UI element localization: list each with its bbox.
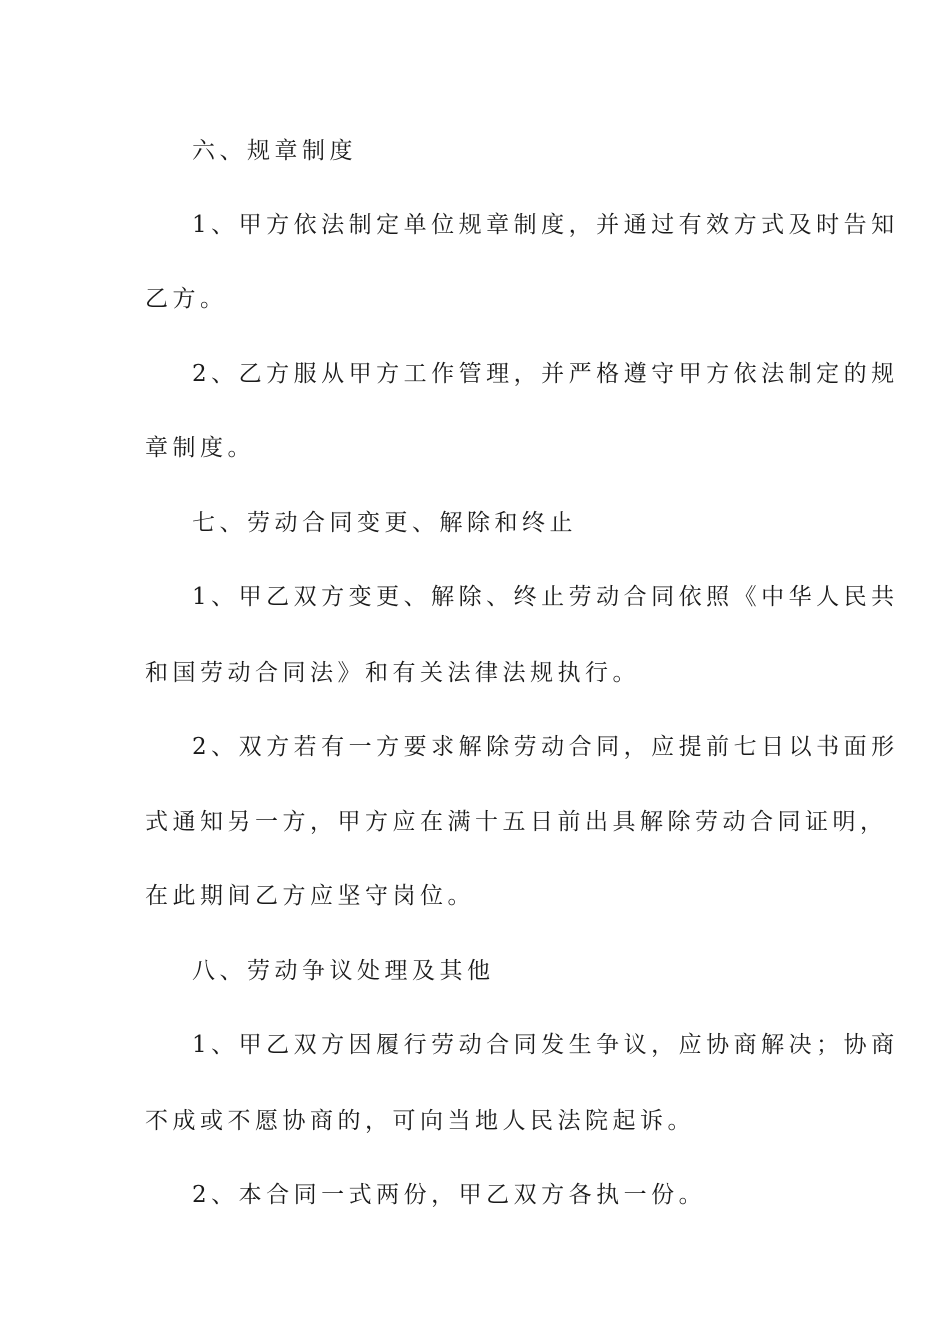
paragraph-line: 在此期间乙方应坚守岗位。 (145, 883, 475, 909)
paragraph-line: 不成或不愿协商的，可向当地人民法院起诉。 (145, 1108, 695, 1134)
section-heading-contract-change: 七、劳动合同变更、解除和终止 (192, 510, 577, 536)
paragraph-line: 1、甲乙双方因履行劳动合同发生争议，应协商解决；协商 (192, 1032, 899, 1058)
paragraph-line: 章制度。 (145, 435, 255, 461)
paragraph-line: 1、甲乙双方变更、解除、终止劳动合同依照《中华人民共 (192, 584, 899, 610)
paragraph-line: 式通知另一方，甲方应在满十五日前出具解除劳动合同证明， (145, 809, 888, 835)
section-heading-rules: 六、规章制度 (192, 138, 357, 164)
paragraph-line: 2、本合同一式两份，甲乙双方各执一份。 (192, 1182, 707, 1208)
section-heading-disputes: 八、劳动争议处理及其他 (192, 958, 495, 984)
paragraph-line: 1、甲方依法制定单位规章制度，并通过有效方式及时告知 (192, 212, 899, 238)
paragraph-line: 2、乙方服从甲方工作管理，并严格遵守甲方依法制定的规 (192, 361, 899, 387)
paragraph-line: 2、双方若有一方要求解除劳动合同，应提前七日以书面形 (192, 734, 899, 760)
paragraph-line: 和国劳动合同法》和有关法律法规执行。 (145, 660, 640, 686)
paragraph-line: 乙方。 (145, 286, 228, 312)
